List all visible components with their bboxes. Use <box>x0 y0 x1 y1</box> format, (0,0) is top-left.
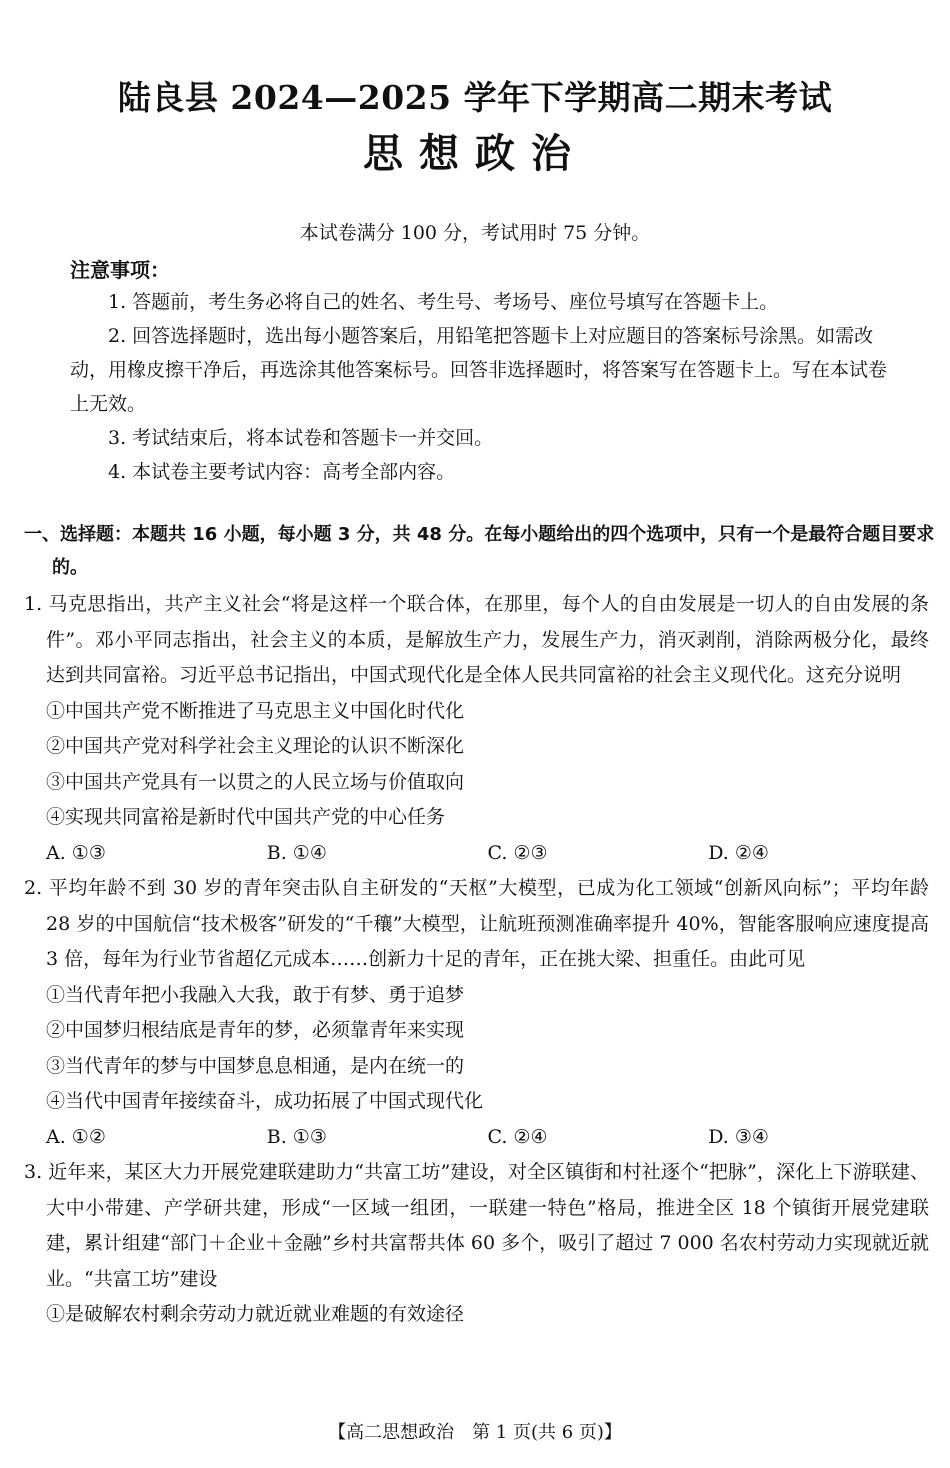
page-footer: 【高二思想政治 第 1 页(共 6 页)】 <box>328 1422 622 1443</box>
question-3 <box>24 1155 929 1333</box>
option-c: C. ②④ <box>487 1125 548 1148</box>
question-1 <box>24 587 929 871</box>
option-d: D. ③④ <box>708 1125 769 1148</box>
option-a: A. ①③ <box>46 841 106 864</box>
question-stem: 2. 平均年龄不到 30 岁的青年突击队自主研发的“天枢”大模型，已成为化工领域“创新风向标”；平均年龄 28 岁的中国航信“技术极客”研发的“千穰”大模型，让航班预测准确率提升 40%，智能客服响应速度提高 3 倍，每年为行业节省超亿元成本……创新力十足的青年，正在挑大梁、担重任。由此可见 <box>24 877 929 970</box>
option-d: D. ②④ <box>708 841 769 864</box>
option-b: B. ①③ <box>266 1125 327 1148</box>
statement: ①中国共产党不断推进了马克思主义中国化时代化 <box>46 699 465 722</box>
notice-item: 2. 回答选择题时，选出每小题答案后，用铅笔把答题卡上对应题目的答案标号涂黑。如需改动，用橡皮擦干净后，再选涂其他答案标号。回答非选择题时，将答案写在答题卡上。写在本试卷上无效。 <box>70 325 888 415</box>
question-stem: 1. 马克思指出，共产主义社会“将是这样一个联合体，在那里，每个人的自由发展是一切人的自由发展的条件”。邓小平同志指出，社会主义的本质，是解放生产力，发展生产力，消灭剥削，消除两极分化，最终达到共同富裕。习近平总书记指出，中国式现代化是全体人民共同富裕的社会主义现代化。这充分说明 <box>24 593 929 686</box>
statement: ④实现共同富裕是新时代中国共产党的中心任务 <box>46 806 446 828</box>
answer-options <box>24 836 929 872</box>
notice-item: 3. 考试结束后，将本试卷和答题卡一并交回。 <box>108 427 494 449</box>
notice-item: 4. 本试卷主要考试内容：高考全部内容。 <box>108 461 456 483</box>
notice-heading: 注意事项： <box>70 258 170 282</box>
answer-options <box>24 1120 929 1156</box>
notice-item: 1. 答题前，考生务必将自己的姓名、考生号、考场号、座位号填写在答题卡上。 <box>108 291 779 313</box>
subject-title: 思想政治 <box>363 130 587 177</box>
statement: ③中国共产党具有一以贯之的人民立场与价值取向 <box>46 770 465 793</box>
statement: ②中国共产党对科学社会主义理论的认识不断深化 <box>46 735 465 757</box>
statement: ①是破解农村剩余劳动力就近就业难题的有效途径 <box>46 1303 465 1325</box>
section-header: 一、选择题：本题共 16 小题，每小题 3 分，共 48 分。在每小题给出的四个选项中，只有一个是最符合题目要求的。 <box>24 524 935 578</box>
statement: ④当代中国青年接续奋斗，成功拓展了中国式现代化 <box>46 1090 484 1112</box>
option-a: A. ①② <box>46 1125 106 1148</box>
exam-intro: 本试卷满分 100 分，考试用时 75 分钟。 <box>299 222 651 244</box>
statement: ③当代青年的梦与中国梦息息相通，是内在统一的 <box>46 1054 465 1077</box>
statement: ①当代青年把小我融入大我，敢于有梦、勇于追梦 <box>46 983 465 1006</box>
option-b: B. ①④ <box>266 841 327 864</box>
option-c: C. ②③ <box>487 841 548 864</box>
exam-title: 陆良县 2024—2025 学年下学期高二期末考试 <box>117 78 833 117</box>
statement: ②中国梦归根结底是青年的梦，必须靠青年来实现 <box>46 1019 465 1041</box>
notice-list <box>70 285 890 489</box>
question-2 <box>24 871 929 1155</box>
question-stem: 3. 近年来，某区大力开展党建联建助力“共富工坊”建设，对全区镇街和村社逐个“把脉”，深化上下游联建、大中小带建、产学研共建，形成“一区域一组团，一联建一特色”格局，推进全区 18 个镇街开展党建联建，累计组建“部门＋企业＋金融”乡村共富帮共体 60 多个，吸引了超过 7 000 名农村劳动力实现就近就业。“共富工坊”建设 <box>24 1161 929 1290</box>
question-list <box>24 587 929 1333</box>
